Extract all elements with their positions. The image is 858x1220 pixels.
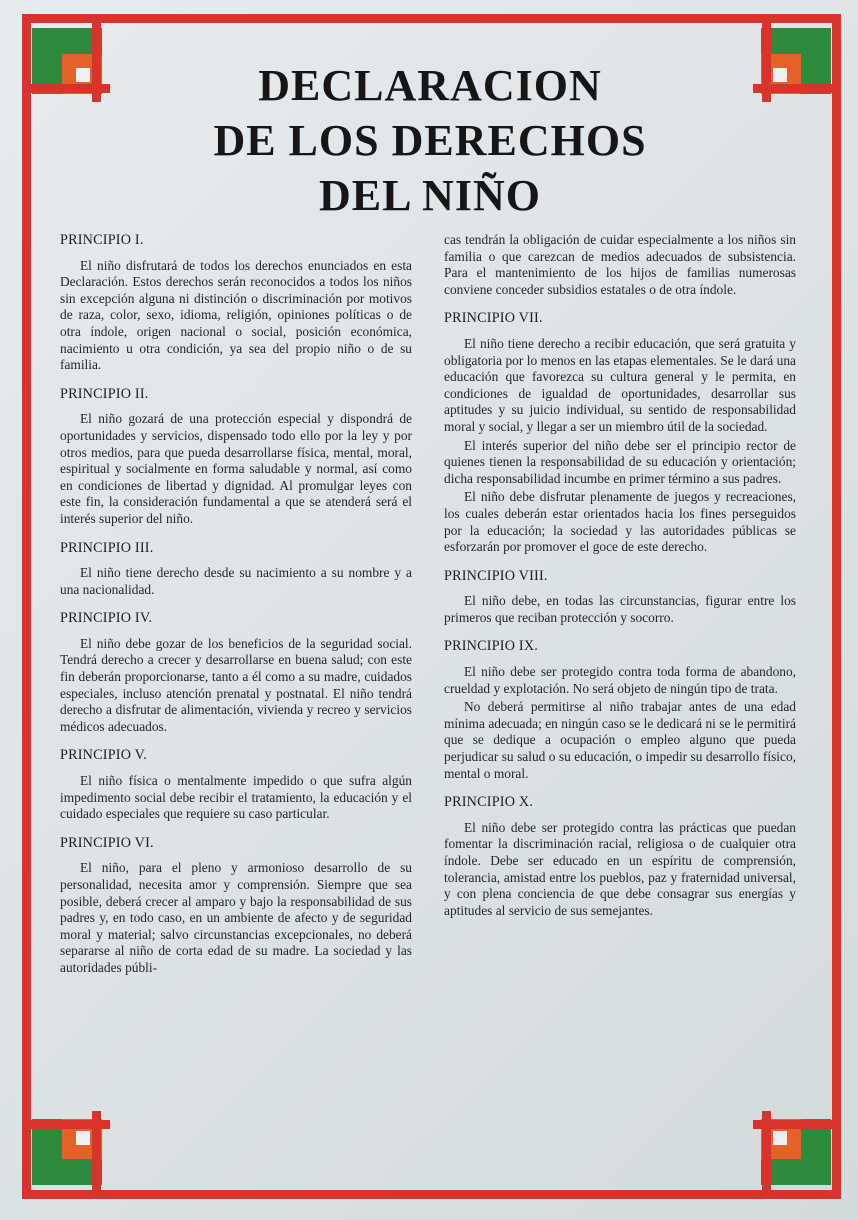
principle-heading: PRINCIPIO IV.: [60, 610, 153, 627]
principle-text: El niño, para el pleno y armonioso desarrollo de su personalidad, necesita amor y comprensión. Siempre que sea posible, deberá crecer al amparo y bajo la responsabilidad de sus padres y, en todo caso, en un ambiente de afecto y de seguridad moral y material; salvo circunstancias excepcionales, no deberá separarse al niño de corta edad de su madre. La sociedad y las autoridades públi-: [60, 860, 412, 975]
principle-1: [60, 232, 412, 374]
principle-10: [444, 794, 796, 919]
principle-text: El niño debe, en todas las circunstancias, figurar entre los primeros que reciban protección y socorro.: [444, 593, 796, 625]
border-top: [92, 14, 764, 23]
principle-text: El niño debe ser protegido contra toda forma de abandono, crueldad y explotación. No será objeto de ningún tipo de trata.: [444, 664, 796, 696]
principle-heading: PRINCIPIO VIII.: [444, 567, 548, 584]
principle-3: [60, 540, 412, 599]
corner-ornament-top-left: [22, 14, 110, 102]
right-column: [444, 232, 796, 931]
border-right: [832, 92, 841, 1128]
principle-heading: PRINCIPIO V.: [60, 747, 148, 764]
title-line-2: DE LOS DERECHOS: [213, 116, 647, 165]
principle-5: [60, 747, 412, 822]
border-left: [22, 92, 31, 1128]
principle-text: El niño disfrutará de todos los derechos enunciados en esta Declaración. Estos derechos serán reconocidos a todos los niños sin excepción alguna ni distinción o discriminación por motivos de raza, color, sexo, idioma, religión, opiniones políticas o de otra índole, origen nacional o social, posición económica, nacimiento u otra condición, ya sea del propio niño o de su familia.: [60, 257, 412, 373]
principle-text: El niño debe disfrutar plenamente de juegos y recreaciones, los cuales deberán estar orientados hacia los fines perseguidos por la educación; la sociedad y las autoridades públicas se esforzarán por promover el goce de este derecho.: [444, 489, 796, 555]
principle-text: El niño gozará de una protección especial y dispondrá de oportunidades y servicios, dispensado todo ello por la ley y por otros medios, para que pueda desarrollarse física, mental, moral, espiritual y socialmente en forma saludable y normal, así como en condiciones de libertad y dignidad. Al promulgar leyes con este fin, la consideración fundamental a que se atenderá será el interés superior del niño.: [60, 411, 412, 526]
principle-4: [60, 610, 412, 735]
principle-text: El niño tiene derecho a recibir educación, que será gratuita y obligatoria por lo menos en las etapas elementales. Se le dará una educación que favorezca su cultura general y le permita, en condiciones de igualdad de oportunidades, desarrollar sus aptitudes y su juicio individual, su sentido de responsabilidad moral y social, y llegar a ser un miembro útil de la sociedad.: [444, 335, 796, 434]
principle-text: No deberá permitirse al niño trabajar antes de una edad mínima adecuada; en ningún caso se le dedicará ni se le permitirá que se dedique a ocupación o empleo alguno que pueda perjudicar su salud o su educación, o impedir su desarrollo físico, mental o moral.: [444, 699, 796, 781]
principle-7: [444, 310, 796, 555]
principle-text: El niño debe gozar de los beneficios de la seguridad social. Tendrá derecho a crecer y desarrollarse en buena salud; con este fin deberán proporcionarse, tanto a él como a su madre, cuidados especiales, incluso atención prenatal y postnatal. El niño tendrá derecho a disfrutar de alimentación, vivienda y recreo y servicios médicos adecuados.: [60, 635, 412, 734]
principle-heading: PRINCIPIO III.: [60, 539, 154, 556]
corner-ornament-bottom-right: [753, 1111, 841, 1199]
principle-text: El niño tiene derecho desde su nacimiento a su nombre y a una nacionalidad.: [60, 565, 412, 597]
principle-8: [444, 568, 796, 627]
title-line-3: DEL NIÑO: [319, 171, 541, 220]
principle-text: El interés superior del niño debe ser el principio rector de quienes tienen la responsabilidad de su educación y orientación; dicha responsabilidad incumbe en primer término a sus padres.: [444, 437, 796, 486]
corner-ornament-top-right: [753, 14, 841, 102]
border-bottom: [92, 1190, 764, 1199]
principle-9: [444, 638, 796, 782]
principle-heading: PRINCIPIO X.: [444, 794, 534, 811]
principle-2: [60, 386, 412, 528]
principle-text: cas tendrán la obligación de cuidar especialmente a los niños sin familia o que carezcan de medios adecuados de subsistencia. Para el mantenimiento de los hijos de familias numerosas conviene conceder subsidios estatales o de otra índole.: [444, 232, 796, 297]
title-line-1: DECLARACION: [258, 61, 602, 110]
principle-text: El niño debe ser protegido contra las prácticas que puedan fomentar la discriminación racial, religiosa o de cualquier otra índole. Debe ser educado en un espíritu de comprensión, tolerancia, amistad entre los pueblos, paz y fraternidad universal, y con plena conciencia de que debe consagrar sus energías y aptitudes al servicio de sus semejantes.: [444, 819, 796, 918]
left-column: [60, 232, 412, 989]
principle-6-continuation: [444, 232, 796, 298]
page-title: [100, 58, 760, 223]
principle-heading: PRINCIPIO VII.: [444, 310, 543, 327]
principle-text: El niño física o mentalmente impedido o que sufra algún impedimento social debe recibir el tratamiento, la educación y el cuidado especiales que requiere su caso particular.: [60, 773, 412, 822]
corner-ornament-bottom-left: [22, 1111, 110, 1199]
principle-6: [60, 835, 412, 977]
principle-heading: PRINCIPIO I.: [60, 232, 144, 248]
principle-heading: PRINCIPIO II.: [60, 385, 149, 402]
principle-heading: PRINCIPIO IX.: [444, 638, 539, 655]
principle-heading: PRINCIPIO VI.: [60, 834, 154, 851]
